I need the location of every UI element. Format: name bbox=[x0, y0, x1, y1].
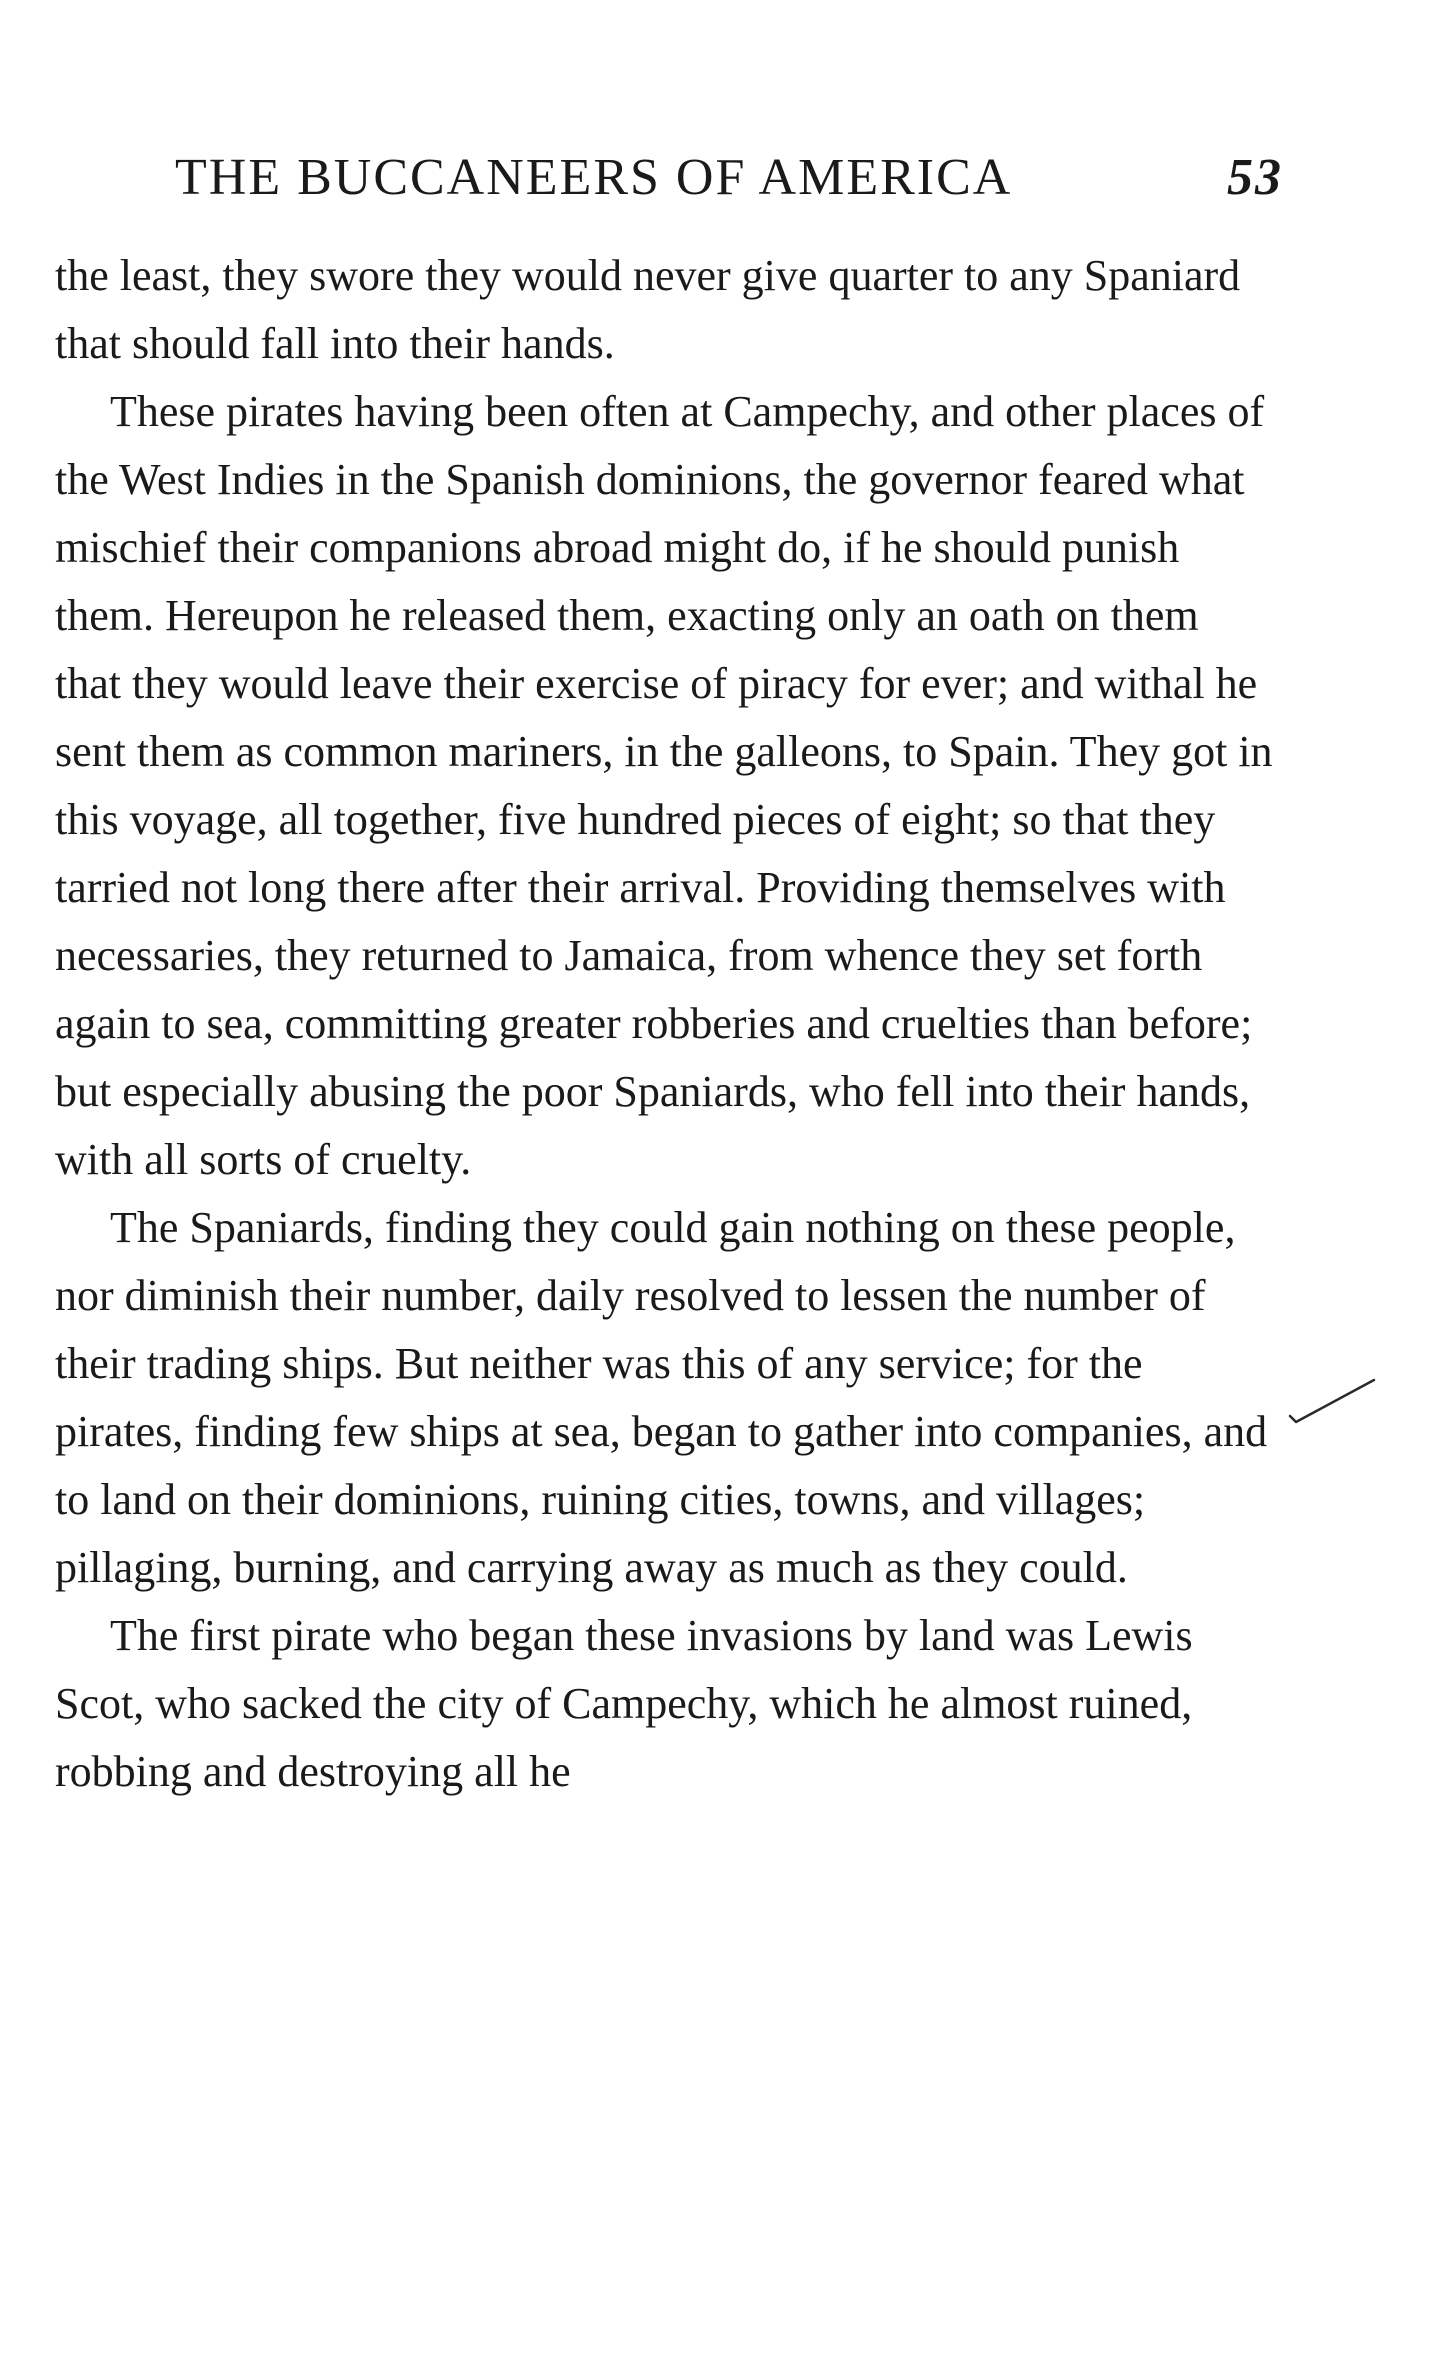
body-text bbox=[55, 242, 1275, 1806]
page-number: 53 bbox=[1227, 149, 1283, 206]
paragraph: The Spaniards, finding they could gain nothing on these people, nor diminish their number, daily resolved to lessen the number of their trading ships. But neither was this of any service; for the pirates, finding few ships at sea, began to gather into companies, and to land on their dominions, ruining cities, towns, and villages; pillaging, burning, and carrying away as much as they could. bbox=[55, 1203, 1268, 1592]
check-mark-icon bbox=[1288, 1378, 1378, 1438]
paragraph: These pirates having been often at Campechy, and other places of the West Indies in the Spanish dominions, the governor feared what mischief their companions abroad might do, if he should punish them. Hereupon he released them, exacting only an oath on them that they would leave their exercise of piracy for ever; and withal he sent them as common mariners, in the galleons, to Spain. They got in this voyage, all together, five hundred pieces of eight; so that they tarried not long there after their arrival. Providing themselves with necessaries, they returned to Jamaica, from whence they set forth again to sea, committing greater robberies and cruelties than before; but especially abusing the poor Spaniards, who fell into their hands, with all sorts of cruelty. bbox=[55, 387, 1273, 1184]
paragraph-continuation: the least, they swore they would never give quarter to any Spaniard that should fall into their hands. bbox=[55, 251, 1241, 368]
running-head-title: THE BUCCANEERS OF AMERICA bbox=[175, 149, 1013, 206]
running-head bbox=[175, 148, 1283, 208]
paragraph: The first pirate who began these invasions by land was Lewis Scot, who sacked the city of Campechy, which he almost ruined, robbing and destroying all he bbox=[55, 1611, 1193, 1796]
